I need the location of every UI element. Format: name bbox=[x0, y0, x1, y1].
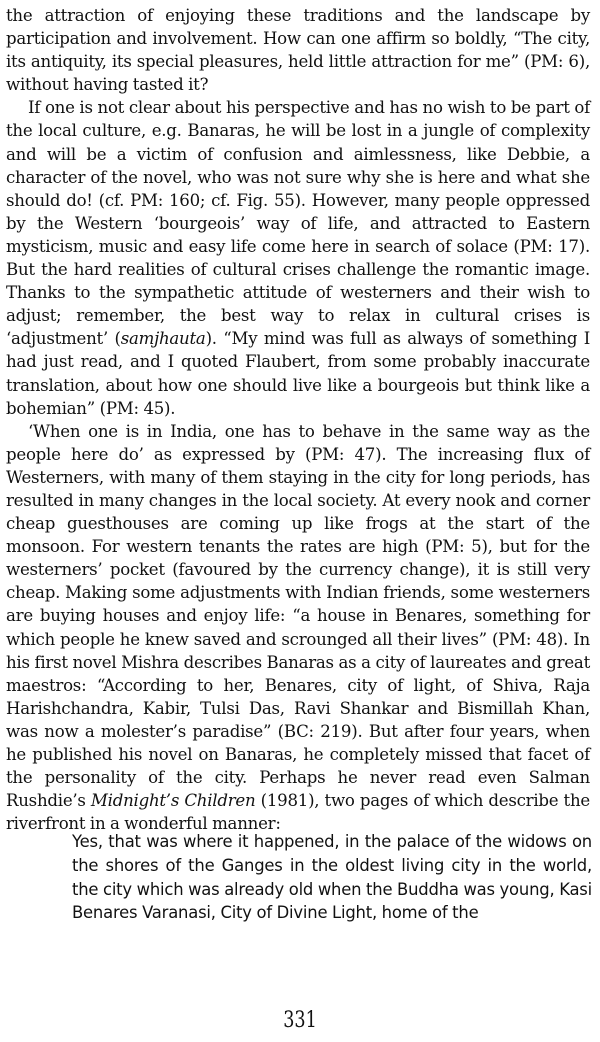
paragraph-1-text: the attraction of enjoying these traditions and the landscape by participation and involvement. How can one affirm so boldly, “The city, its antiquity, its special pleasures, held little attraction for me” (PM: 6), without having tasted it? bbox=[6, 6, 590, 95]
page-number: 331 bbox=[283, 1008, 317, 1033]
paragraph-2-italic-term: samjhauta bbox=[120, 329, 206, 349]
paragraph-3-text-a: ‘When one is in India, one has to behave in the same way as the people here do’ as expressed by (PM: 47). The increasing flux of Westerners, with many of them staying in the city for long periods, has resulted in many changes in the local society. At every nook and corner cheap guesthouses are coming up like frogs at the start of the monsoon. For western tenants the rates are high (PM: 5), but for the westerners’ pocket (favoured by the currency change), it is still very cheap. Making some adjustments with Indian friends, some westerners are buying houses and enjoy life: “a house in Benares, something for which people he knew saved and scrounged all their lives” (PM: 48). In his first novel Mishra describes Banaras as a city of laureates and great maestros: “According to her, Benares, city of light, of Shiva, Raja Harishchandra, Kabir, Tulsi Das, Ravi Shankar and Bismillah Khan, was now a molester’s paradise” (BC: 219). But after four years, when he published his novel on Banaras, he completely missed that facet of the personality of the city. Perhaps he never read even Salman Rushdie’s bbox=[6, 421, 590, 811]
paragraph-3 bbox=[6, 420, 590, 836]
paragraph-2 bbox=[6, 96, 590, 419]
paragraph-3-text-b: (1981), two pages of which describe the riverfront in a wonderful manner: bbox=[6, 791, 590, 834]
paragraph-3-italic-title: Midnight’s Children bbox=[90, 791, 256, 811]
paragraph-2-text-a: If one is not clear about his perspective and has no wish to be part of the local culture, e.g. Banaras, he will be lost in a jungle of complexity and will be a victim of confusion and aimlessness, like Debbie, a character of the novel, who was not sure why she is here and what she should do! (cf. PM: 160; cf. Fig. 55). However, many people oppressed by the Western ‘bourgeois’ way of life, and attracted to Eastern mysticism, music and easy life come here in search of solace (PM: 17). But the hard realities of cultural crises challenge the romantic image. Thanks to the sympathetic attitude of westerners and their wish to adjust; remember, the best way to relax in cultural crises is ‘adjustment’ ( bbox=[6, 98, 590, 349]
block-quote-text: Yes, that was where it happened, in the palace of the widows on the shores of the Ganges in the oldest living city in the world, the city which was already old when the Buddha was young, Kasi Benares Varanasi, City of Divine Light, home of the bbox=[72, 832, 592, 923]
paragraph-2-text-b: ). “My mind was full as always of something I had just read, and I quoted Flaubert, from some probably inaccurate translation, about how one should live like a bourgeois but think like a bohemian” (PM: 45). bbox=[6, 329, 590, 418]
body-text bbox=[6, 4, 590, 835]
block-quote bbox=[72, 830, 592, 925]
paragraph-1 bbox=[6, 4, 590, 96]
